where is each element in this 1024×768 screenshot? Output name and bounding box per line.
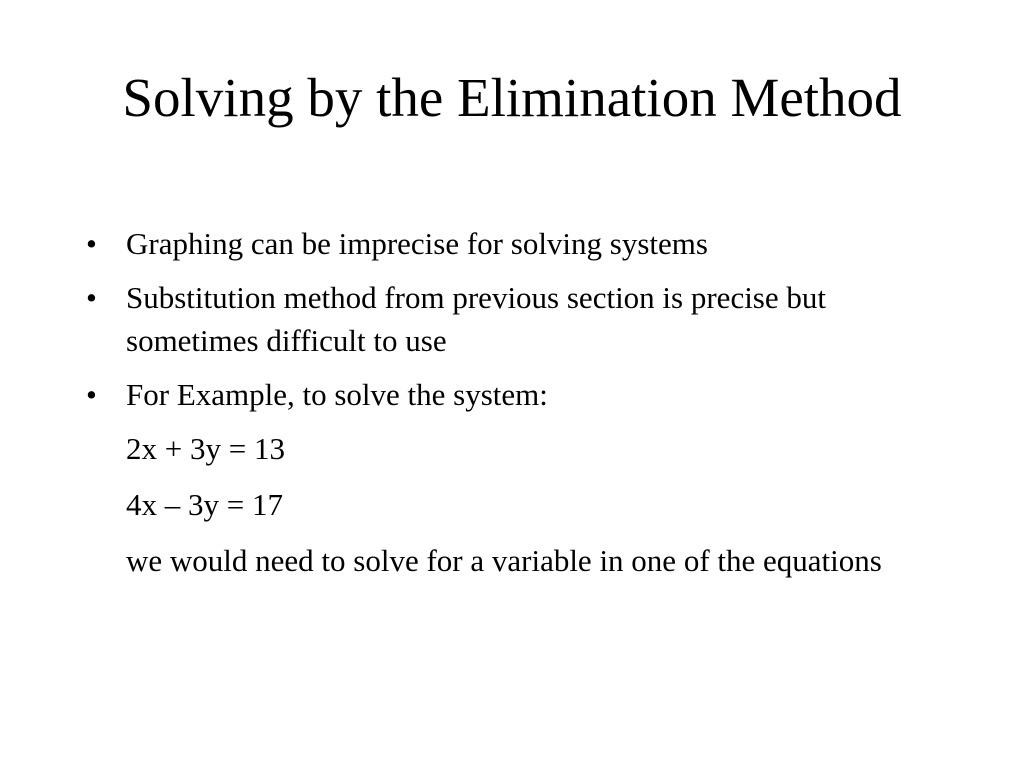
bullet-item <box>80 222 960 265</box>
bullet-text: Graphing can be imprecise for solving systems <box>126 226 708 261</box>
bullet-item <box>80 276 960 362</box>
bullet-icon: • <box>86 226 97 261</box>
equation-line: 2x + 3y = 13 <box>126 431 285 466</box>
bullet-icon: • <box>86 280 97 315</box>
bullet-item <box>80 373 960 416</box>
bullet-icon: • <box>86 377 97 412</box>
slide-title: Solving by the Elimination Method <box>122 67 902 128</box>
bullet-text: Substitution method from previous section is precise but sometimes difficult to use <box>126 280 826 358</box>
note-text: we would need to solve for a variable in one of the equations <box>126 543 882 578</box>
slide-body <box>80 222 960 593</box>
equation-line: 4x – 3y = 17 <box>126 487 283 522</box>
bullet-text: For Example, to solve the system: <box>126 377 548 412</box>
